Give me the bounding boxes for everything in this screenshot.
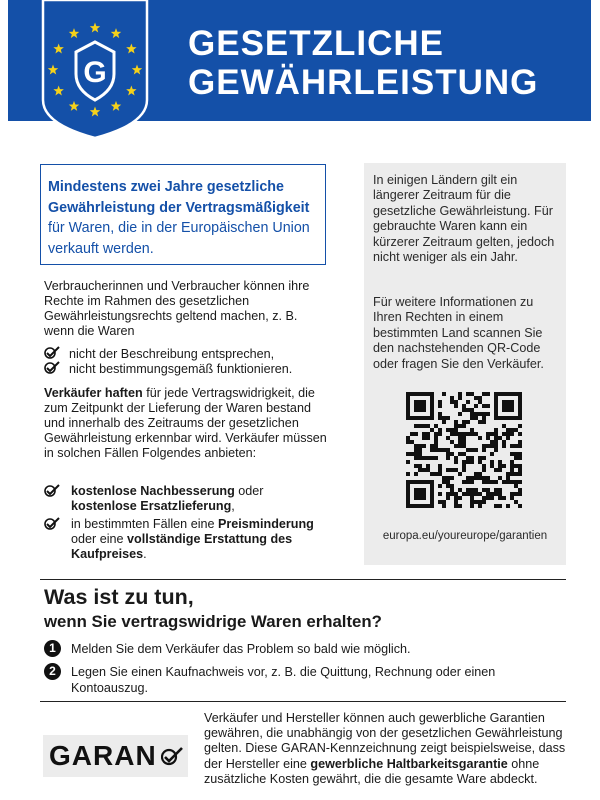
garan-text: GARAN bbox=[49, 740, 157, 771]
info-box bbox=[364, 163, 566, 565]
check-icon bbox=[44, 517, 60, 531]
rights-text: Verbraucherinnen und Verbraucher können ihre Rechte im Rahmen des gesetzlichen Gewährleistungsrechts geltend machen, z. B. wenn die Waren bbox=[44, 279, 310, 338]
remedy-item-2 bbox=[44, 517, 69, 533]
check-icon bbox=[44, 361, 60, 375]
shield-letter: G bbox=[83, 56, 107, 89]
remedy-bold: vollständige Erstattung des Kaufpreises bbox=[71, 532, 293, 561]
check-item-description bbox=[44, 346, 274, 362]
info-url[interactable]: europa.eu/youreurope/garantien bbox=[382, 530, 548, 542]
intro-bold: Mindestens zwei Jahre gesetzliche Gewährleistung der Vertragsmäßigkeit bbox=[48, 179, 310, 216]
remedy-text-1 bbox=[71, 484, 326, 514]
title-line-2: GEWÄHRLEISTUNG bbox=[188, 63, 539, 102]
garantie-normal: Verkäufer und Hersteller können auch gewerbliche Garantien gewähren, die unabhängig von der gesetzlichen Gewährleistung gelten. Diese GARAN-Kennzeichnung zeigt beispielsweise, dass der Hersteller eine bbox=[204, 711, 566, 771]
divider bbox=[40, 579, 566, 580]
qr-code[interactable] bbox=[406, 392, 522, 508]
step-text-1: Melden Sie dem Verkäufer das Problem so bald wie möglich. bbox=[71, 642, 411, 656]
step-number-2: 2 bbox=[44, 663, 61, 680]
remedy-bold: kostenlose Nachbesserung bbox=[71, 484, 235, 498]
title-line-1: GESETZLICHE bbox=[188, 24, 445, 63]
info-text-qr: Für weitere Informationen zu Ihren Rechten in einem bestimmten Land scannen Sie den nachstehenden QR-Code oder fragen Sie den Verkäufer. bbox=[373, 295, 544, 371]
todo-subheading: wenn Sie vertragswidrige Waren erhalten? bbox=[44, 612, 382, 631]
check-icon bbox=[161, 746, 183, 766]
remedy-normal: oder bbox=[234, 484, 264, 498]
remedy-normal: , bbox=[231, 499, 235, 513]
page-title bbox=[188, 24, 538, 102]
check-item-label: nicht bestimmungsgemäß funktionieren. bbox=[69, 362, 293, 376]
remedy-item-1 bbox=[44, 484, 69, 500]
check-item-function bbox=[44, 361, 292, 377]
garan-label bbox=[43, 735, 188, 777]
remedy-bold: kostenlose Ersatzlieferung bbox=[71, 499, 232, 513]
garantie-bold: gewerbliche Haltbarkeitsgarantie bbox=[310, 756, 508, 771]
check-icon bbox=[44, 346, 60, 360]
info-text-periods: In einigen Ländern gilt ein längerer Zeitraum für die gesetzliche Gewährleistung. Für gebrauchte Waren kann ein kürzerer Zeitraum gelten, jedoch nicht weniger als ein Jahr. bbox=[373, 173, 555, 265]
liability-text bbox=[44, 386, 329, 461]
check-item-label: nicht der Beschreibung entsprechen, bbox=[69, 347, 275, 361]
check-icon bbox=[44, 484, 60, 498]
remedy-normal: in bestimmten Fällen eine bbox=[71, 517, 218, 531]
liability-normal: für jede Vertragswidrigkeit, die zum Zeitpunkt der Lieferung der Waren bestand und innerhalb des Zeitraums der gesetzlichen Gewährleistung erkennbar wird. Verkäufer müssen in solchen Fällen Folgendes anbieten: bbox=[44, 386, 327, 460]
remedy-normal: oder eine bbox=[71, 532, 128, 546]
intro-box bbox=[40, 164, 326, 265]
remedy-bold: Preisminderung bbox=[218, 517, 314, 531]
garantie-normal: ohne zusätzliche Kosten gewährt, die die gesamte Ware abdeckt. bbox=[204, 756, 540, 786]
remedy-normal: . bbox=[143, 547, 147, 561]
intro-normal: für Waren, die in der Europäischen Union verkauft werden. bbox=[48, 220, 310, 257]
todo-heading: Was ist zu tun, bbox=[44, 585, 194, 609]
step-number-1: 1 bbox=[44, 640, 61, 657]
garantie-text bbox=[204, 711, 566, 787]
liability-bold: Verkäufer haften bbox=[44, 386, 143, 400]
eu-guarantee-shield-logo bbox=[40, 0, 150, 138]
remedy-text-2 bbox=[71, 517, 331, 562]
step-text-2: Legen Sie einen Kaufnachweis vor, z. B. die Quittung, Rechnung oder einen Kontoauszug. bbox=[71, 665, 496, 695]
divider bbox=[40, 701, 566, 702]
